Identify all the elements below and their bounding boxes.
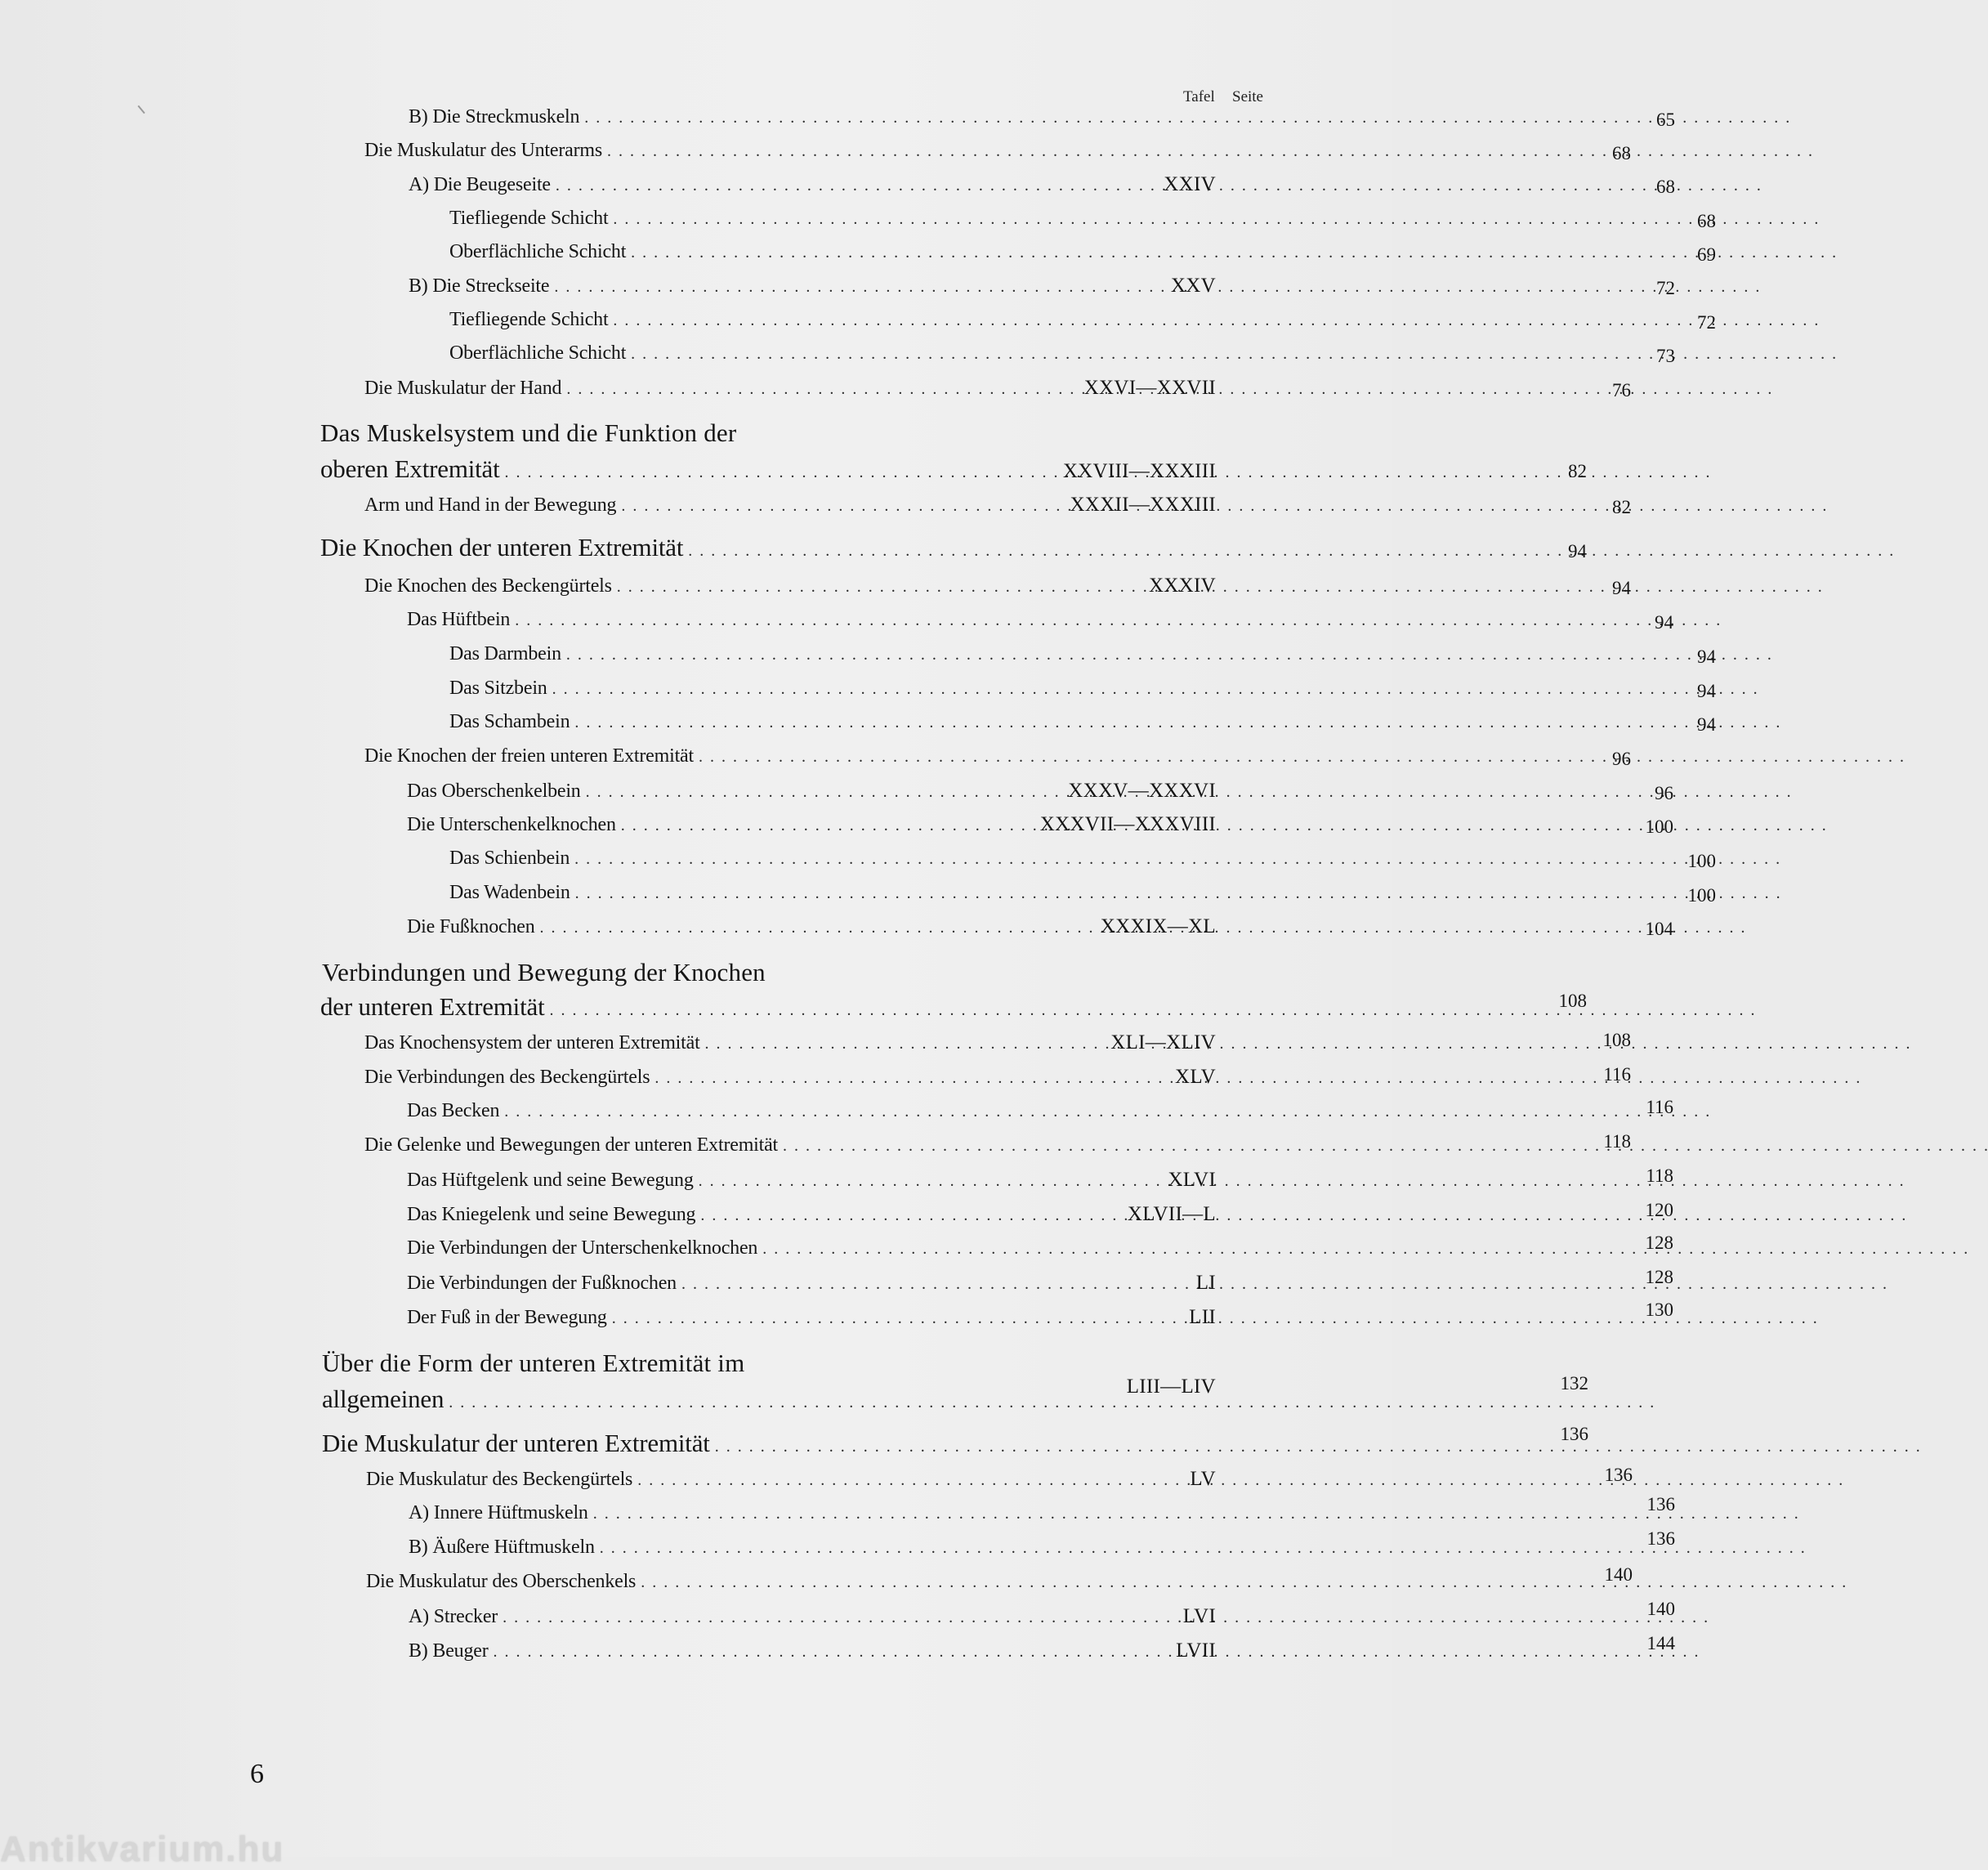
toc-entry: Die Unterschenkelknochen . . . XXXVII—XXXVIII 100 (407, 813, 1216, 836)
toc-entry: B) Die Streckseite . . . XXV 72 (409, 275, 1216, 298)
toc-entry: Die Knochen der unteren Extremität . . . 94 (320, 533, 1216, 562)
toc-entry: Der Fuß in der Bewegung . . . LII 130 (407, 1306, 1216, 1329)
toc-entry: Die Muskulatur des Unterarms . . . 68 (364, 140, 1216, 162)
toc-entry: Die Verbindungen der Unterschenkelknochen . . . 128 (407, 1237, 1216, 1259)
toc-entry: allgemeinen . . . LIII—LIV 132 (322, 1385, 1216, 1414)
toc-entry: B) Beuger . . . LVII 144 (409, 1640, 1216, 1662)
toc-entry: Die Gelenke und Bewegungen der unteren Extremität . . . 118 (364, 1134, 1216, 1156)
toc-entry: Die Knochen der freien unteren Extremität . . . 96 (364, 745, 1216, 767)
toc-entry: A) Strecker . . . LVI 140 (409, 1605, 1216, 1628)
toc-entry: Das Hüftbein . . . 94 (407, 609, 1216, 631)
toc-entry: Die Muskulatur der Hand . . . XXVI—XXVII 76 (364, 377, 1216, 400)
toc-entry: Die Knochen des Beckengürtels . . . XXXIV 94 (364, 575, 1216, 597)
toc-entry: Das Schambein . . . 94 (449, 711, 1216, 733)
toc-entry: Das Knochensystem der unteren Extremität . . . XLI—XLIV 108 (364, 1031, 1216, 1054)
section-heading: Verbindungen und Bewegung der Knochen (322, 958, 766, 986)
toc-entry: Das Hüftgelenk und seine Bewegung . . . XLVI 118 (407, 1169, 1216, 1192)
toc-entry: B) Äußere Hüftmuskeln . . . 136 (409, 1537, 1216, 1559)
toc-entry: Das Darmbein . . . 94 (449, 643, 1216, 665)
section-heading: Das Muskelsystem und die Funktion der (320, 418, 737, 447)
toc-entry: B) Die Streckmuskeln . . . 65 (409, 106, 1216, 128)
toc-entry: Oberflächliche Schicht . . . 69 (449, 241, 1216, 263)
toc-entry: Das Schienbein . . . 100 (449, 848, 1216, 870)
toc-entry: Die Fußknochen . . . XXXIX—XL 104 (407, 915, 1216, 938)
toc-entry: oberen Extremität . . . XXVIII—XXXIII 82 (320, 454, 1216, 484)
watermark: Antikvarium.hu (0, 1829, 285, 1869)
page-number: 6 (250, 1759, 264, 1789)
column-header-tafel: Tafel (1183, 88, 1215, 105)
toc-entry: A) Die Beugeseite . . . XXIV 68 (409, 173, 1216, 196)
toc-entry: Tiefliegende Schicht . . . 72 (449, 309, 1216, 331)
column-header-seite: Seite (1232, 88, 1263, 105)
section-heading: Über die Form der unteren Extremität im (322, 1349, 745, 1377)
toc-entry: Arm und Hand in der Bewegung . . . XXXII—XXXIII 82 (364, 494, 1216, 517)
toc-entry: der unteren Extremität . . . 108 (320, 992, 1216, 1022)
toc-entry: Die Verbindungen des Beckengürtels . . . XLV 116 (364, 1066, 1216, 1089)
dust-mark (137, 105, 145, 114)
toc-entry: A) Innere Hüftmuskeln . . . 136 (409, 1502, 1216, 1524)
toc-entry: Das Sitzbein . . . 94 (449, 678, 1216, 700)
toc-entry: Die Muskulatur der unteren Extremität . . . 136 (322, 1429, 1216, 1458)
toc-entry: Das Wadenbein . . . 100 (449, 882, 1216, 904)
toc-entry: Das Oberschenkelbein . . . XXXV—XXXVI 96 (407, 780, 1216, 803)
toc-entry: Die Verbindungen der Fußknochen . . . LI 128 (407, 1272, 1216, 1295)
toc-entry: Die Muskulatur des Oberschenkels . . . 140 (366, 1571, 1216, 1593)
toc-entry: Das Kniegelenk und seine Bewegung . . . XLVII—L 120 (407, 1203, 1216, 1226)
toc-entry: Das Becken . . . 116 (407, 1100, 1216, 1122)
toc-entry: Tiefliegende Schicht . . . 68 (449, 208, 1216, 230)
toc-entry: Oberflächliche Schicht . . . 73 (449, 342, 1226, 365)
toc-entry: Die Muskulatur des Beckengürtels . . . LV 136 (366, 1468, 1216, 1491)
